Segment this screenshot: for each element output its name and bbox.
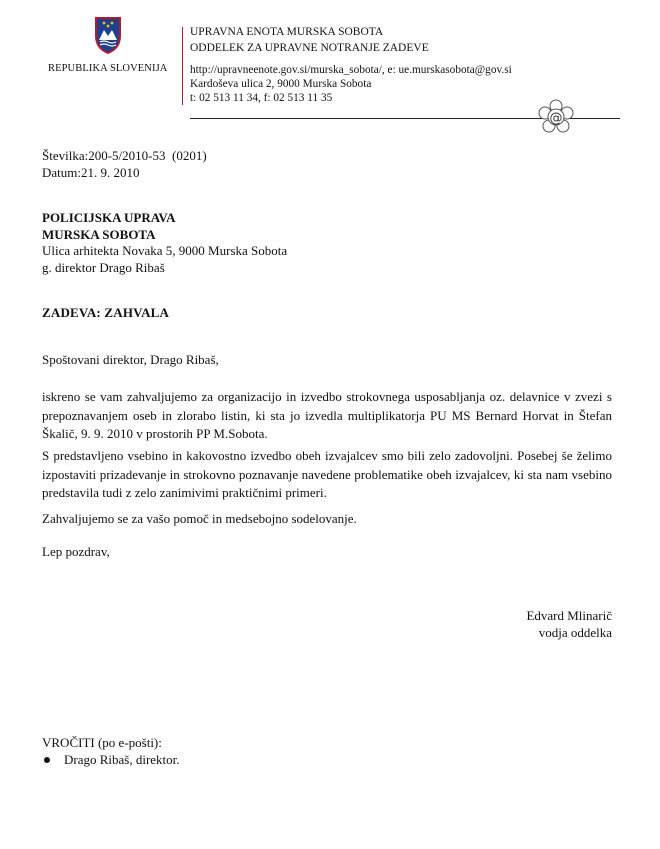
- office-name: UPRAVNA ENOTA MURSKA SOBOTA: [190, 26, 384, 38]
- delivery-recipient: Drago Ribaš, direktor.: [64, 752, 180, 767]
- signatory-title: vodja oddelka: [538, 625, 612, 640]
- closing: Lep pozdrav,: [42, 544, 110, 559]
- coat-of-arms-icon: [94, 16, 122, 54]
- country-name: REPUBLIKA SLOVENIJA: [48, 63, 168, 74]
- recipient-name-line1: POLICIJSKA UPRAVA: [42, 210, 176, 225]
- recipient-name-line2: MURSKA SOBOTA: [42, 226, 156, 242]
- body-paragraph-3: Zahvaljujemo se za vašo pomoč in medsebojno sodelovanje.: [42, 511, 357, 526]
- recipient-street: Ulica arhitekta Novaka 5, 9000 Murska Sobota: [42, 243, 288, 258]
- document-number: Številka:200-5/2010-53 (0201): [42, 148, 207, 163]
- letterhead-divider: [182, 27, 183, 105]
- svg-text:@: @: [549, 111, 563, 126]
- signatory-name: Edvard Mlinarič: [526, 608, 612, 623]
- body-paragraph-2: S predstavljeno vsebino in kakovostno izvedbo obeh izvajalcev smo bili zelo zadovoljni. Posebej še želimo izpostaviti prizadevanje in strokovno poznavanje navedene problematike obeh izvajalcev, ki sta nam vsebino predstavila tudi z zelo zanimivimi praktičnimi primeri.: [42, 448, 612, 500]
- body-paragraph-1: iskreno se vam zahvaljujemo za organizacijo in izvedbo strokovnega usposabljanja oz. delavnice v zvezi s prepoznavanjem oseb in zlorabo listin, ki sta jo izvedla multiplikatorja PU MS Bernard Horvat in Štefan Škalič, 9. 9. 2010 v prostorih PP M.Sobota.: [42, 389, 612, 441]
- bullet-icon: [44, 757, 50, 763]
- recipient-address: [42, 210, 287, 276]
- document-date: Datum:21. 9. 2010: [42, 164, 140, 180]
- web-email-line[interactable]: http://upravneenote.gov.si/murska_sobota/, e: ue.murskasobota@gov.si: [190, 64, 512, 76]
- salutation: Spoštovani direktor, Drago Ribaš,: [42, 352, 219, 367]
- list-item: [42, 752, 180, 768]
- subject-line: ZADEVA: ZAHVALA: [42, 305, 170, 320]
- department-name: ODDELEK ZA UPRAVNE NOTRANJE ZADEVE: [190, 42, 429, 54]
- delivery-label: VROČITI (po e-pošti):: [42, 735, 162, 750]
- signature-block: [526, 607, 612, 641]
- delivery-list: [42, 752, 180, 768]
- phone-fax: t: 02 513 11 34, f: 02 513 11 35: [190, 92, 333, 105]
- flower-at-icon: [536, 98, 576, 134]
- office-address: Kardoševa ulica 2, 9000 Murska Sobota: [190, 78, 372, 91]
- recipient-attention: g. direktor Drago Ribaš: [42, 259, 165, 275]
- contact-block: [190, 63, 512, 106]
- reference-block: [42, 148, 207, 181]
